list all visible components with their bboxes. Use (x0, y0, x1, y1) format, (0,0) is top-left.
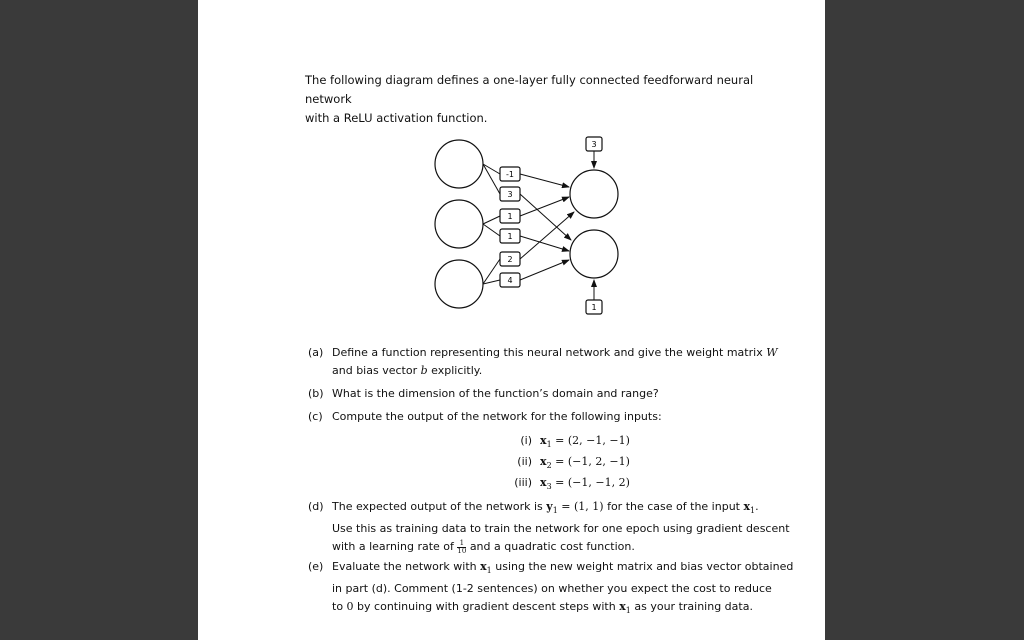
question-d-line-3 (332, 538, 752, 556)
weight-box-2 (500, 187, 520, 201)
input-node-1 (435, 140, 483, 188)
question-a-text-1: Define a function representing this neural network and give the weight matrix (332, 346, 763, 359)
question-e-line-3 (332, 598, 752, 620)
edge-in2-w3 (483, 216, 500, 224)
weight-label-5: 2 (507, 255, 513, 264)
math-x: x (619, 600, 626, 614)
item-value: = (−1, −1, 2) (555, 476, 630, 489)
weight-box-3 (500, 209, 520, 223)
math-sub: 2 (546, 461, 552, 471)
question-b-text: What is the dimension of the function’s domain and range? (332, 387, 659, 400)
question-a-text-2: and bias vector (332, 364, 418, 377)
item-label: (ii) (517, 455, 532, 468)
math-sub: 1 (552, 506, 558, 516)
output-node-1 (570, 170, 618, 218)
weight-box-4 (500, 229, 520, 243)
bias-box-2 (586, 300, 602, 314)
edge-w1-out1 (520, 174, 569, 187)
question-d-text-3: with a learning rate of (332, 540, 454, 554)
math-x: x (540, 455, 547, 468)
period: . (755, 500, 759, 513)
question-a-line-1 (332, 344, 778, 362)
intro-line-2: with a ReLU activation function. (305, 111, 488, 125)
question-e-line-2: in part (d). Comment (1-2 sentences) on whether you expect the cost to reduce (332, 582, 772, 596)
question-a-label: (a) (308, 346, 324, 359)
question-e (308, 558, 794, 616)
question-c (308, 408, 753, 426)
question-e-text-2: using the new weight matrix and bias vector obtained (495, 560, 794, 573)
question-e-text-3: to (332, 600, 344, 614)
weight-box-6 (500, 273, 520, 287)
input-node-3 (435, 260, 483, 308)
math-x: x (743, 500, 751, 513)
math-value: = (1, 1) (561, 500, 604, 513)
question-b (308, 385, 753, 403)
math-sub: 1 (750, 506, 756, 516)
question-d (308, 498, 790, 555)
item-value: = (−1, 2, −1) (555, 455, 630, 468)
edge-in2-w4 (483, 224, 500, 236)
document-page (198, 0, 825, 640)
input-node-2 (435, 200, 483, 248)
question-d-text-4: and a quadratic cost function. (469, 540, 635, 554)
math-b: b (420, 364, 428, 377)
weight-label-4: 1 (507, 232, 513, 241)
math-sub: 1 (546, 440, 552, 450)
math-zero: 0 (346, 600, 354, 614)
math-y: y (546, 500, 553, 513)
question-e-text-5: as your training data. (634, 600, 753, 614)
question-c-item-2 (498, 453, 630, 475)
question-e-line-1 (332, 558, 794, 580)
math-x: x (540, 434, 547, 447)
item-label: (iii) (514, 476, 532, 489)
item-value: = (2, −1, −1) (555, 434, 630, 447)
fraction (457, 540, 466, 555)
bias-label-2: 1 (591, 303, 597, 312)
question-c-text: Compute the output of the network for the following inputs: (332, 410, 662, 423)
question-c-item-3 (498, 474, 630, 496)
math-x: x (480, 560, 487, 573)
output-node-2 (570, 230, 618, 278)
math-sub: 3 (546, 482, 552, 492)
question-e-label: (e) (308, 560, 324, 573)
question-a-text-3: explicitly. (431, 364, 483, 377)
weight-label-1: -1 (506, 170, 514, 179)
question-a-line-2 (332, 362, 752, 380)
fraction-numerator: 1 (457, 540, 466, 548)
bias-label-1: 3 (591, 140, 597, 149)
question-d-text-2: for the case of the input (607, 500, 740, 513)
edge-w6-out2 (520, 260, 569, 280)
math-sub: 1 (486, 566, 492, 576)
question-c-item-1 (498, 432, 630, 454)
question-a (308, 344, 778, 380)
item-label: (i) (520, 434, 532, 447)
question-e-text-1: Evaluate the network with (332, 560, 477, 573)
question-d-line-1 (332, 498, 759, 520)
edge-w3-out1 (520, 197, 569, 216)
fraction-denominator: 10 (457, 546, 467, 555)
question-d-label: (d) (308, 500, 324, 513)
question-d-line-2: Use this as training data to train the network for one epoch using gradient descent (332, 522, 790, 536)
question-d-text-1: The expected output of the network is (332, 500, 543, 513)
question-b-label: (b) (308, 387, 324, 400)
weight-label-3: 1 (507, 212, 513, 221)
math-W: W (766, 346, 778, 359)
weight-box-5 (500, 252, 520, 266)
weight-label-6: 4 (507, 276, 513, 285)
weight-box-1 (500, 167, 520, 181)
edge-w2-out2 (520, 194, 571, 240)
bias-box-1 (586, 137, 602, 151)
intro-line-1: The following diagram defines a one-layer fully connected feedforward neural network (305, 73, 754, 106)
question-e-text-4: by continuing with gradient descent steps with (357, 600, 616, 614)
math-x: x (540, 476, 547, 489)
math-sub: 1 (625, 606, 631, 616)
weight-label-2: 3 (507, 190, 513, 199)
question-c-label: (c) (308, 410, 323, 423)
